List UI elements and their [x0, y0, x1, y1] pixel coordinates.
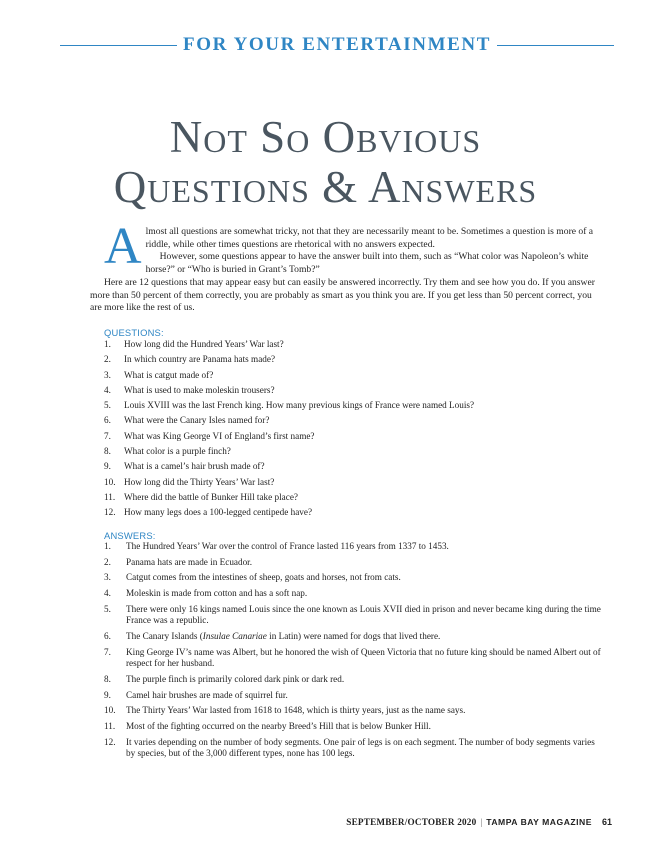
question-item: [104, 413, 604, 428]
answer-text: Moleskin is made from cotton and has a soft nap.: [126, 588, 308, 599]
question-text: In which country are Panama hats made?: [124, 354, 276, 365]
answer-item: [104, 737, 604, 760]
question-item: [104, 444, 604, 459]
footer-issue: SEPTEMBER/OCTOBER 2020: [346, 817, 477, 827]
question-item: [104, 429, 604, 444]
question-number: 4.: [104, 384, 111, 395]
question-text: Where did the battle of Bunker Hill take place?: [124, 491, 298, 502]
answer-number: 11.: [104, 720, 116, 731]
footer-magazine: TAMPA BAY MAGAZINE: [486, 817, 592, 827]
answer-item: [104, 541, 604, 553]
page-footer: [346, 817, 612, 827]
question-item: [104, 383, 604, 398]
question-text: How long did the Hundred Years’ War last?: [124, 339, 284, 349]
question-item: [104, 505, 604, 520]
question-item: [104, 475, 604, 490]
answer-number: 6.: [104, 630, 111, 641]
question-item: [104, 352, 604, 367]
answer-text-start: The Canary Islands (: [126, 630, 203, 641]
answer-item: [104, 631, 604, 643]
answer-item: [104, 674, 604, 686]
question-item: [104, 368, 604, 383]
answer-text-latin: Insulae Canariae: [202, 630, 267, 641]
question-number: 6.: [104, 415, 111, 426]
question-text: How long did the Thirty Years’ War last?: [124, 476, 275, 487]
answer-text: Catgut comes from the intestines of sheep, goats and horses, not from cats.: [126, 572, 401, 583]
answer-item: [104, 557, 604, 569]
answer-number: 10.: [104, 705, 116, 716]
kicker-rule-right: [497, 45, 614, 46]
question-text: What were the Canary Isles named for?: [124, 415, 270, 426]
answer-text: It varies depending on the number of body segments. One pair of legs is on each segment. The number of body segments varies by species, but of the 3,000 different types, none has 100 legs.: [126, 736, 595, 759]
answers-heading: ANSWERS:: [104, 530, 156, 541]
intro-paragraph-2: However, some questions appear to have the answer built into them, such as “What color was Napoleon’s white horse?” or “Who is buried in Grant’s Tomb?”: [145, 251, 589, 276]
kicker-rule-left: [60, 45, 177, 46]
questions-list: [104, 337, 604, 521]
title-line-2: Questions & Answers: [113, 162, 538, 212]
answer-number: 1.: [104, 541, 111, 551]
question-number: 12.: [104, 507, 116, 518]
answer-text: Most of the fighting occurred on the nearby Breed’s Hill that is below Bunker Hill.: [126, 720, 431, 731]
answer-number: 8.: [104, 673, 111, 684]
answer-text: King George IV’s name was Albert, but he honored the wish of Queen Victoria that no future king should be named Albert out of respect for her husband.: [126, 646, 601, 669]
answer-item: [104, 721, 604, 733]
answer-text: [126, 631, 604, 643]
questions-heading: QUESTIONS:: [104, 327, 164, 338]
answer-text: Panama hats are made in Ecuador.: [126, 556, 253, 567]
answer-item: [104, 705, 604, 717]
title-line-1: Not So Obvious: [169, 112, 482, 162]
question-item: [104, 490, 604, 505]
answer-text: Camel hair brushes are made of squirrel fur.: [126, 689, 288, 700]
kicker-label: FOR YOUR ENTERTAINMENT: [183, 34, 491, 55]
answer-number: 9.: [104, 689, 111, 700]
answer-text: The Thirty Years’ War lasted from 1618 to 1648, which is thirty years, just as the name says.: [126, 705, 466, 716]
answer-number: 2.: [104, 556, 111, 567]
question-text: Louis XVIII was the last French king. How many previous kings of France were named Louis?: [124, 400, 475, 411]
answer-number: 12.: [104, 736, 116, 747]
question-item: [104, 459, 604, 474]
question-text: What is catgut made of?: [124, 369, 214, 380]
page-number: 61: [601, 817, 612, 827]
question-number: 2.: [104, 354, 111, 365]
question-number: 10.: [104, 476, 116, 487]
question-text: What color is a purple finch?: [124, 446, 231, 457]
answer-text: The purple finch is primarily colored dark pink or dark red.: [126, 673, 345, 684]
intro-text: [90, 218, 600, 315]
answer-item: [104, 588, 604, 600]
question-item: [104, 337, 604, 352]
intro-paragraph-3: Here are 12 questions that may appear easy but can easily be answered incorrectly. Try them and see how you do. If you answer more than 50 percent of them correctly, you are probably as smart as you think you are. If you get less than 50 percent correct, you are more like the rest of us.: [90, 276, 595, 314]
answer-item: [104, 690, 604, 702]
answer-text-end: in Latin) were named for dogs that lived there.: [266, 630, 441, 641]
question-item: [104, 398, 604, 413]
answers-list: [104, 541, 604, 764]
answer-text: There were only 16 kings named Louis since the one known as Louis XVII died in prison and never became king during the time France was a republic.: [126, 603, 601, 626]
answer-item: [104, 604, 604, 627]
footer-separator: |: [480, 817, 483, 827]
answer-number: 3.: [104, 572, 111, 583]
question-number: 7.: [104, 430, 111, 441]
question-number: 1.: [104, 339, 111, 349]
section-kicker: [60, 33, 614, 57]
article-title: [0, 112, 651, 212]
question-text: What is a camel’s hair brush made of?: [124, 461, 265, 472]
answer-item: [104, 647, 604, 670]
question-text: How many legs does a 100-legged centipede have?: [124, 507, 313, 518]
answer-item: [104, 572, 604, 584]
drop-cap: A: [104, 218, 142, 275]
answer-number: 7.: [104, 646, 111, 657]
question-text: What is used to make moleskin trousers?: [124, 384, 275, 395]
answer-number: 5.: [104, 603, 111, 614]
question-number: 3.: [104, 369, 111, 380]
intro-paragraph-1: lmost all questions are somewhat tricky, not that they are necessarily meant to be. Sometimes a question is more of a riddle, while other times questions are rhetorical with no answers expected.: [145, 226, 594, 250]
question-number: 8.: [104, 446, 111, 457]
answer-number: 4.: [104, 588, 111, 599]
question-number: 9.: [104, 461, 111, 472]
answer-text: The Hundred Years’ War over the control of France lasted 116 years from 1337 to 1453.: [126, 541, 449, 551]
question-number: 11.: [104, 491, 116, 502]
question-text: What was King George VI of England’s first name?: [124, 430, 315, 441]
question-number: 5.: [104, 400, 111, 411]
